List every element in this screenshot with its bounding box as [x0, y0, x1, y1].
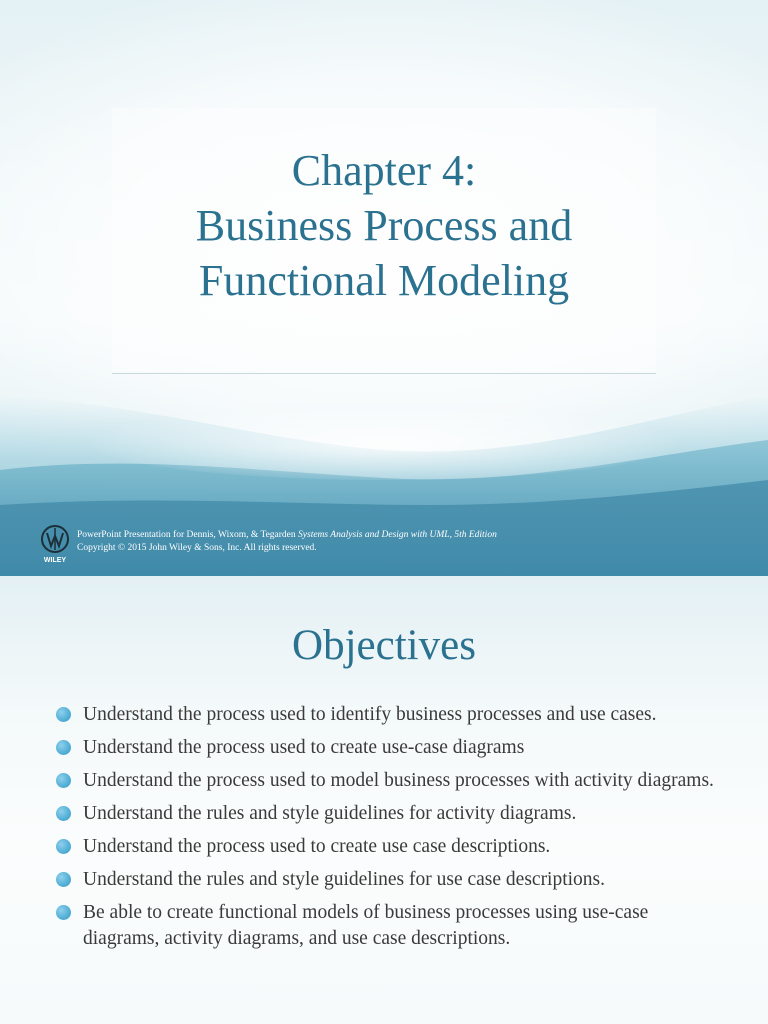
bullet-dot-icon — [56, 839, 71, 854]
bullet-dot-icon — [56, 872, 71, 887]
list-item: Understand the process used to model business processes with activity diagrams. — [56, 768, 716, 794]
list-item: Understand the rules and style guidelines for activity diagrams. — [56, 801, 716, 827]
list-item: Understand the process used to create use-case diagrams — [56, 735, 716, 761]
title-divider — [112, 373, 656, 374]
footer-copyright: Copyright © 2015 John Wiley & Sons, Inc. All rights reserved. — [77, 543, 317, 553]
title-line-1: Chapter 4: — [291, 146, 477, 195]
footer-line-1 — [77, 529, 497, 542]
bullet-dot-icon — [56, 905, 71, 920]
bullet-dot-icon — [56, 707, 71, 722]
footer-credit: PowerPoint Presentation for Dennis, Wixom, & Tegarden — [77, 530, 299, 540]
list-item: Understand the process used to create use case descriptions. — [56, 834, 716, 860]
objectives-slide — [0, 576, 768, 1024]
list-item: Understand the process used to identify business processes and use cases. — [56, 702, 716, 728]
footer-book-title: Systems Analysis and Design with UML, 5th Edition — [298, 530, 497, 540]
title-line-2: Business Process and — [195, 201, 573, 250]
list-item: Be able to create functional models of business processes using use-case diagrams, activity diagrams, and use case descriptions. — [56, 900, 716, 952]
title-line-3: Functional Modeling — [198, 256, 570, 305]
slide-footer — [40, 524, 740, 564]
slide-title — [112, 143, 656, 308]
logo-wordmark: WILEY — [43, 557, 67, 564]
wiley-logo-icon — [40, 524, 72, 564]
objectives-list — [56, 702, 716, 959]
bullet-dot-icon — [56, 773, 71, 788]
list-item: Understand the rules and style guidelines for use case descriptions. — [56, 867, 716, 893]
bullet-dot-icon — [56, 740, 71, 755]
footer-text — [77, 529, 497, 555]
objectives-heading: Objectives — [292, 622, 476, 669]
bullet-dot-icon — [56, 806, 71, 821]
